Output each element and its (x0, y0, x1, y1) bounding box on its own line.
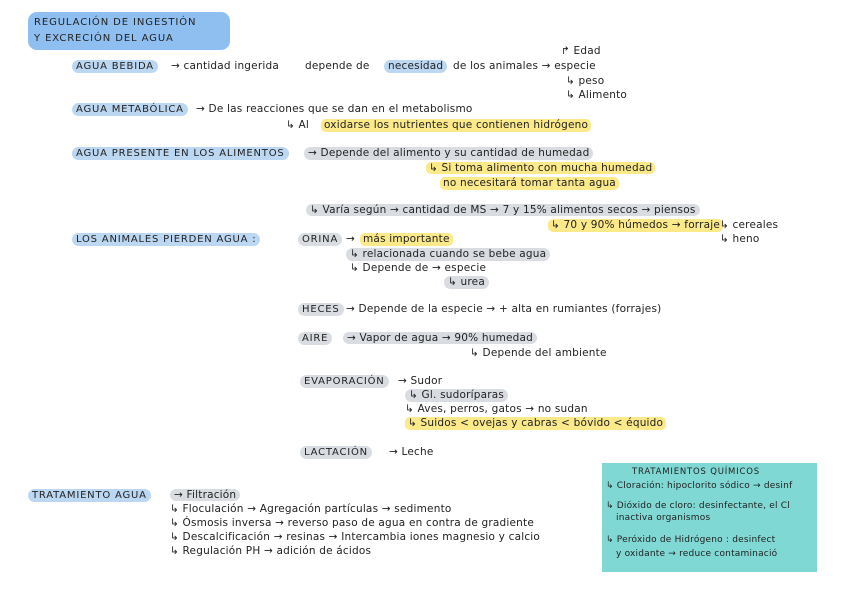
varia-text1: ↳ Varía según → cantidad de MS → 7 y 15% alimentos secos → piensos (306, 204, 700, 217)
pierden-label: LOS ANIMALES PIERDEN AGUA : (72, 233, 260, 246)
agua-bebida-text3: necesidad (384, 60, 447, 73)
evap-text4: ↳ Suidos < ovejas y cabras < bóvido < équido (405, 417, 666, 430)
quimicos-l5: y oxidante → reduce contaminació (616, 549, 778, 559)
tratamiento-l2: ↳ Floculación → Agregación partículas → sedimento (170, 503, 452, 515)
agua-bebida-edad: ↱ Edad (561, 45, 601, 57)
agua-bebida-text1: → cantidad ingerida (171, 60, 279, 72)
aire-text2: ↳ Depende del ambiente (470, 347, 607, 359)
aire-text1: → Vapor de agua → 90% humedad (343, 332, 537, 345)
orina-urea: ↳ urea (444, 276, 489, 289)
agua-bebida-text4: de los animales → especie (453, 60, 596, 72)
heces-text: → Depende de la especie → + alta en rumiantes (forrajes) (346, 303, 662, 315)
evaporacion-label: EVAPORACIÓN (300, 375, 389, 388)
agua-bebida-label: AGUA BEBIDA (72, 60, 158, 73)
orina-depende: ↳ Depende de → especie (350, 262, 487, 274)
evap-text2: ↳ Gl. sudoríparas (405, 389, 508, 402)
quimicos-l3: inactiva organismos (616, 513, 711, 523)
orina-arrow: → (346, 233, 355, 245)
agua-bebida-peso: ↳ peso (566, 75, 605, 87)
varia-cereales: ↳ cereales (720, 219, 779, 231)
agua-alimentos-label: AGUA PRESENTE EN LOS ALIMENTOS (72, 147, 289, 160)
tratamiento-label: TRATAMIENTO AGUA (28, 489, 151, 502)
agua-metabolica-text1: → De las reacciones que se dan en el metabolismo (196, 103, 473, 115)
tratamiento-l4: ↳ Descalcificación → resinas → Intercambia iones magnesio y calcio (170, 531, 541, 543)
orina-importante: más importante (360, 233, 453, 246)
agua-metabolica-text3: oxidarse los nutrientes que contienen hidrógeno (321, 119, 591, 132)
agua-alimentos-text1: → Depende del alimento y su cantidad de humedad (304, 147, 593, 160)
lactacion-label: LACTACIÓN (300, 446, 372, 459)
quimicos-l2: ↳ Dióxido de cloro: desinfectante, el Cl (606, 501, 790, 511)
title-line2: Y EXCRECIÓN DEL AGUA (34, 33, 174, 44)
orina-relacionada: ↳ relacionada cuando se bebe agua (346, 248, 550, 261)
agua-alimentos-text3: no necesitará tomar tanta agua (440, 177, 619, 190)
agua-bebida-text2: depende de (305, 60, 370, 72)
varia-heno: ↳ heno (720, 233, 760, 245)
quimicos-l4: ↳ Peróxido de Hidrógeno : desinfect (606, 535, 776, 545)
evap-text3: ↳ Aves, perros, gatos → no sudan (405, 403, 588, 415)
quimicos-title: TRATAMIENTOS QUÍMICOS (632, 467, 760, 477)
quimicos-l1: ↳ Cloración: hipoclorito sódico → desinf (606, 481, 793, 491)
tratamiento-l1: → Filtración (170, 489, 240, 502)
tratamientos-quimicos-box (602, 463, 817, 572)
varia-text2: ↳ 70 y 90% húmedos → forraje (548, 219, 723, 232)
heces-label: HECES (298, 303, 344, 316)
agua-bebida-alimento: ↳ Alimento (566, 89, 628, 101)
aire-label: AIRE (298, 332, 332, 345)
lactacion-text: → Leche (389, 446, 434, 458)
tratamiento-l5: ↳ Regulación PH → adición de ácidos (170, 545, 372, 557)
agua-metabolica-label: AGUA METABÓLICA (72, 103, 188, 116)
agua-alimentos-text2: ↳ Si toma alimento con mucha humedad (426, 162, 655, 175)
evap-text1: → Sudor (398, 375, 443, 387)
agua-metabolica-text2: ↳ Al (286, 119, 310, 131)
title-line1: REGULACIÓN DE INGESTIÓN (34, 17, 197, 28)
title-box (28, 12, 230, 50)
tratamiento-l3: ↳ Ósmosis inversa → reverso paso de agua en contra de gradiente (170, 517, 535, 529)
orina-label: ORINA (298, 233, 342, 246)
